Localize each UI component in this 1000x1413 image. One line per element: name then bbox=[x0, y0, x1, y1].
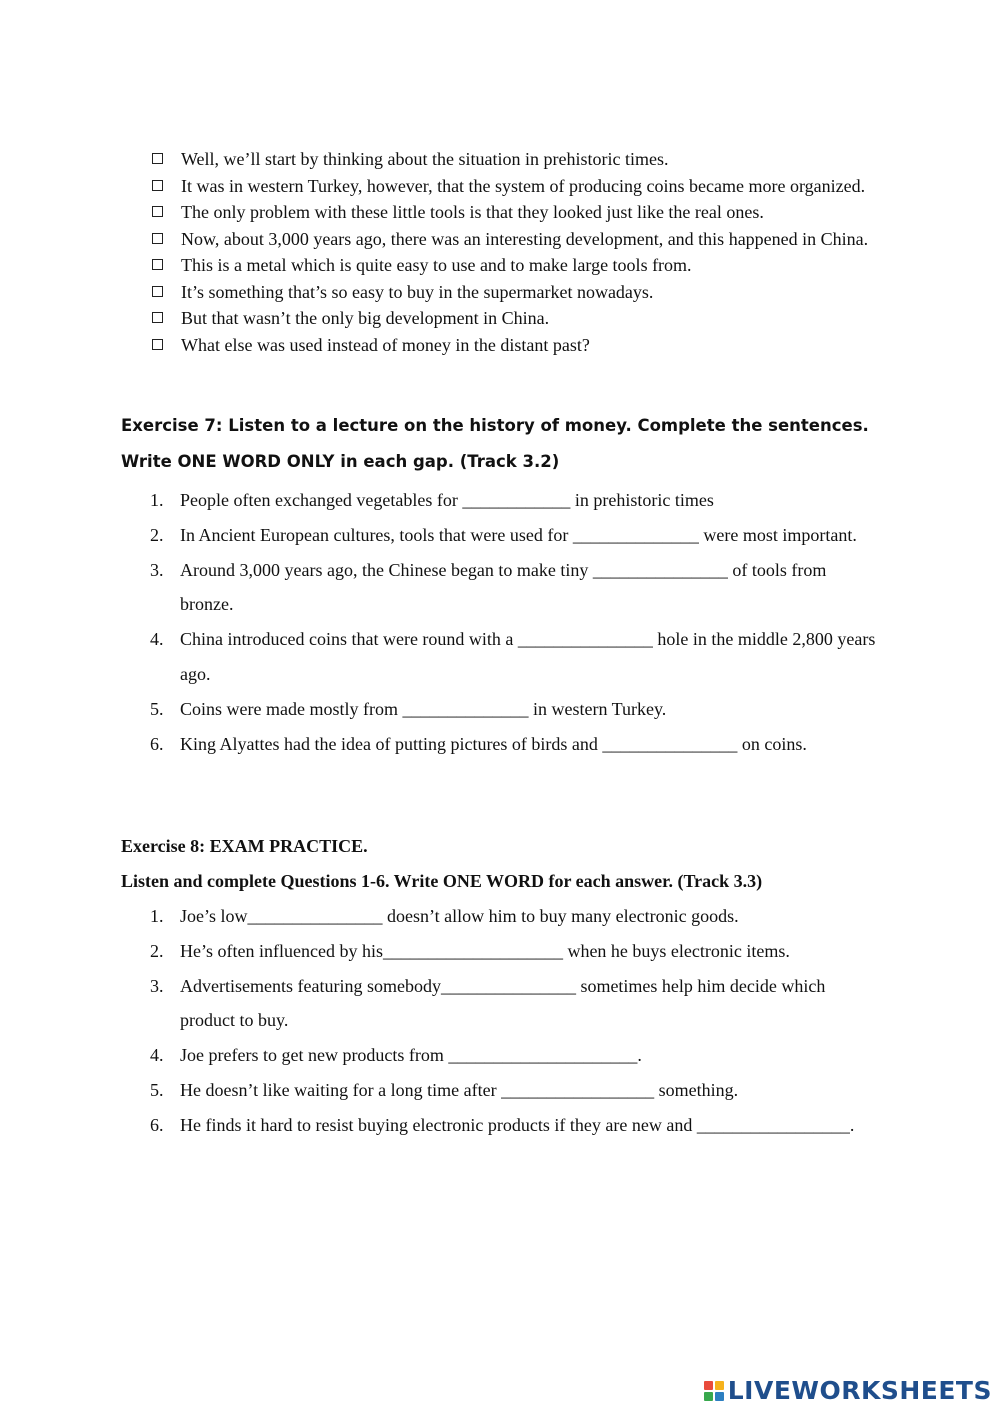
question-text[interactable]: He finds it hard to resist buying electronic products if they are new and _________________. bbox=[180, 1114, 855, 1135]
question-item bbox=[150, 727, 880, 762]
question-text[interactable]: People often exchanged vegetables for ____________ in prehistoric times bbox=[180, 490, 714, 510]
question-text[interactable]: Joe’s low_______________ doesn’t allow him to buy many electronic goods. bbox=[180, 906, 739, 926]
checklist-item bbox=[150, 279, 890, 306]
checklist-item-text: What else was used instead of money in the distant past? bbox=[181, 334, 590, 355]
checkbox[interactable] bbox=[152, 259, 163, 270]
question-number: 6. bbox=[150, 1114, 164, 1135]
checkbox[interactable] bbox=[152, 286, 163, 297]
checklist-item bbox=[150, 226, 890, 253]
question-text[interactable]: He doesn’t like waiting for a long time after _________________ something. bbox=[180, 1079, 739, 1100]
question-item bbox=[150, 1073, 880, 1108]
question-text[interactable]: China introduced coins that were round with a _______________ hole in the middle 2,800 years ago. bbox=[180, 629, 876, 684]
checklist-item-text: Well, we’ll start by thinking about the situation in prehistoric times. bbox=[181, 149, 669, 169]
checkbox[interactable] bbox=[152, 312, 163, 323]
exercise8-instruction: Listen and complete Questions 1-6. Write ONE WORD for each answer. (Track 3.3) bbox=[121, 871, 763, 891]
checklist-item bbox=[150, 146, 890, 173]
exercise8-questions bbox=[150, 899, 880, 1143]
question-number: 4. bbox=[150, 1045, 164, 1066]
question-text[interactable]: He’s often influenced by his____________________ when he buys electronic items. bbox=[180, 940, 790, 961]
logo-square bbox=[715, 1381, 724, 1390]
logo-square bbox=[715, 1392, 724, 1401]
question-text[interactable]: Joe prefers to get new products from _____________________. bbox=[180, 1045, 642, 1066]
question-item bbox=[150, 518, 880, 553]
checklist bbox=[150, 146, 890, 358]
exercise7-title: Exercise 7: Listen to a lecture on the history of money. Complete the sentences. bbox=[121, 416, 869, 435]
exercise7-instruction: Write ONE WORD ONLY in each gap. (Track 3.2) bbox=[121, 452, 560, 471]
question-item bbox=[150, 899, 880, 934]
question-item bbox=[150, 1038, 880, 1073]
question-number: 3. bbox=[150, 559, 164, 580]
question-text[interactable]: King Alyattes had the idea of putting pictures of birds and _______________ on coins. bbox=[180, 733, 807, 754]
question-item bbox=[150, 1108, 880, 1143]
checklist-item bbox=[150, 252, 890, 279]
question-item bbox=[150, 969, 880, 1039]
question-text[interactable]: Coins were made mostly from ______________ in western Turkey. bbox=[180, 698, 667, 719]
question-number: 1. bbox=[150, 906, 164, 926]
question-number: 6. bbox=[150, 733, 164, 754]
checklist-item-text: Now, about 3,000 years ago, there was an interesting development, and this happened in China. bbox=[181, 228, 869, 249]
checklist-item-text: But that wasn’t the only big development in China. bbox=[181, 308, 550, 328]
logo-square bbox=[704, 1381, 713, 1390]
liveworksheets-logo[interactable] bbox=[704, 1376, 992, 1405]
logo-square bbox=[704, 1392, 713, 1401]
checklist-item bbox=[150, 305, 890, 332]
checklist-item-text: It’s something that’s so easy to buy in the supermarket nowadays. bbox=[181, 281, 654, 302]
question-item bbox=[150, 692, 880, 727]
checkbox[interactable] bbox=[152, 233, 163, 244]
question-item bbox=[150, 483, 880, 518]
question-number: 2. bbox=[150, 524, 164, 545]
checkbox[interactable] bbox=[152, 180, 163, 191]
question-text[interactable]: Around 3,000 years ago, the Chinese began to make tiny _______________ of tools from bronze. bbox=[180, 559, 827, 615]
question-item bbox=[150, 934, 880, 969]
question-number: 1. bbox=[150, 490, 164, 510]
question-text[interactable]: Advertisements featuring somebody_______________ sometimes help him decide which product to buy. bbox=[180, 975, 826, 1031]
question-text[interactable]: In Ancient European cultures, tools that were used for ______________ were most important. bbox=[180, 524, 857, 545]
exercise7-questions bbox=[150, 483, 880, 761]
question-number: 4. bbox=[150, 629, 164, 650]
question-number: 5. bbox=[150, 698, 164, 719]
checklist-item bbox=[150, 332, 890, 359]
checkbox[interactable] bbox=[152, 339, 163, 350]
checklist-item-text: The only problem with these little tools is that they looked just like the real ones. bbox=[181, 202, 764, 222]
question-number: 5. bbox=[150, 1079, 164, 1100]
question-item bbox=[150, 553, 880, 623]
checklist-item bbox=[150, 199, 890, 226]
checklist-item-text: This is a metal which is quite easy to use and to make large tools from. bbox=[181, 255, 692, 275]
exercise8-title: Exercise 8: EXAM PRACTICE. bbox=[121, 836, 368, 856]
question-number: 2. bbox=[150, 940, 164, 961]
checkbox[interactable] bbox=[152, 206, 163, 217]
question-item bbox=[150, 622, 880, 692]
logo-squares-icon bbox=[704, 1381, 724, 1401]
checkbox[interactable] bbox=[152, 153, 163, 164]
checklist-item-text: It was in western Turkey, however, that the system of producing coins became more organized. bbox=[181, 175, 866, 196]
question-number: 3. bbox=[150, 975, 164, 996]
logo-text: LIVEWORKSHEETS bbox=[727, 1376, 992, 1405]
checklist-item bbox=[150, 173, 890, 200]
